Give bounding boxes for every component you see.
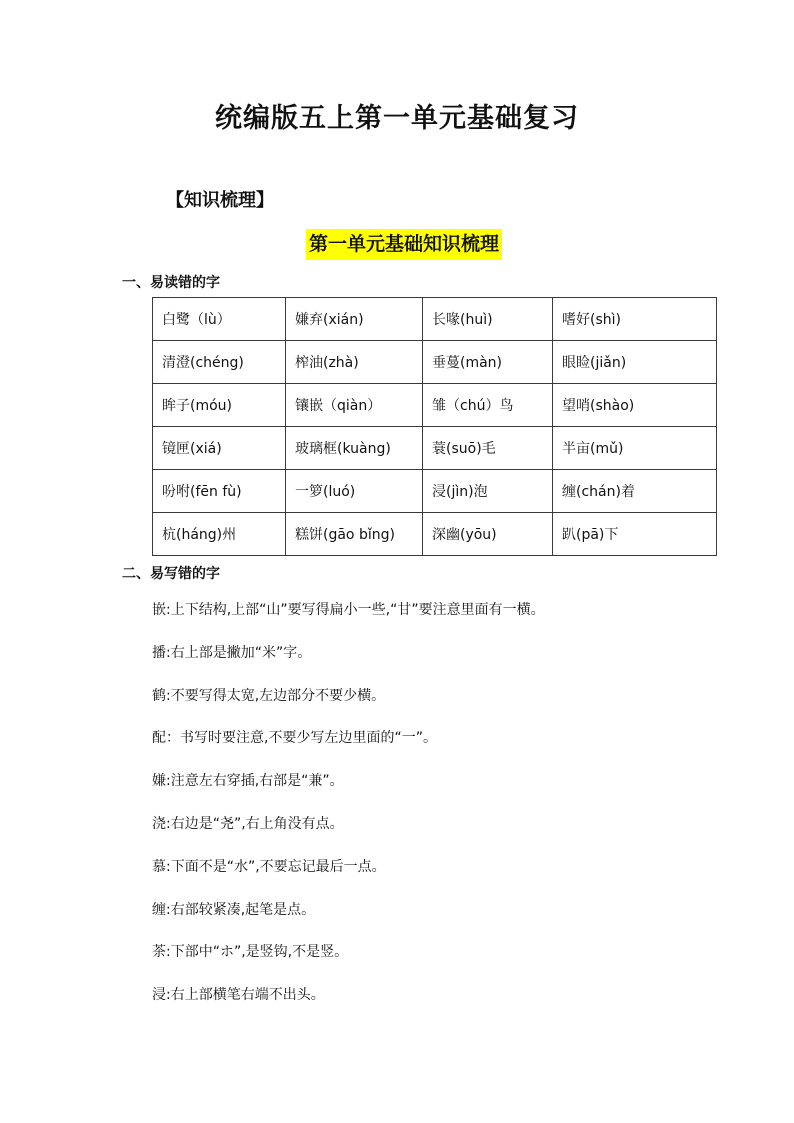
table-cell: 吩咐(fēn fù) — [153, 470, 286, 513]
list-item: 嫌:注意左右穿插,右部是“兼”。 — [152, 773, 344, 790]
table-cell: 杭(háng)州 — [153, 513, 286, 556]
table-row — [153, 427, 717, 470]
table-cell: 嗜好(shì) — [553, 298, 717, 341]
table-cell: 一箩(luó) — [286, 470, 423, 513]
knowledge-heading: 【知识梳理】 — [166, 190, 274, 211]
misread-characters-table — [152, 297, 717, 556]
table-cell: 糕饼(gāo bǐng) — [286, 513, 423, 556]
section-heading-miswritten: 二、易写错的字 — [122, 566, 220, 582]
table-cell: 眼睑(jiǎn) — [553, 341, 717, 384]
table-cell: 垂蔓(màn) — [423, 341, 553, 384]
list-item: 茶:下部中“ホ”,是竖钩,不是竖。 — [152, 944, 349, 961]
table-row — [153, 341, 717, 384]
list-item: 播:右上部是撇加“米”字。 — [152, 644, 312, 661]
list-item: 嵌:上下结构,上部“山”要写得扁小一些,“甘”要注意里面有一横。 — [152, 602, 545, 618]
table-cell: 长喙(huì) — [423, 298, 553, 341]
table-cell: 蓑(suō)毛 — [423, 427, 553, 470]
list-item: 配：书写时要注意,不要少写左边里面的“一”。 — [152, 730, 437, 747]
miswritten-characters-list — [152, 598, 545, 1026]
table-cell: 雏（chú）鸟 — [423, 384, 553, 427]
section-heading-misread: 一、易读错的字 — [122, 275, 220, 291]
table-cell: 白鹭（lù） — [153, 298, 286, 341]
list-item: 浸:右上部横笔右端不出头。 — [152, 987, 325, 1004]
table-cell: 缠(chán)着 — [553, 470, 717, 513]
table-row — [153, 384, 717, 427]
list-item: 慕:下面不是“水”,不要忘记最后一点。 — [152, 858, 386, 875]
table-cell: 清澄(chéng) — [153, 341, 286, 384]
list-item: 鹤:不要写得太宽,左边部分不要少横。 — [152, 687, 386, 704]
table-cell: 浸(jìn)泡 — [423, 470, 553, 513]
table-cell: 玻璃框(kuàng) — [286, 427, 423, 470]
table-cell: 镜匣(xiá) — [153, 427, 286, 470]
table-row — [153, 513, 717, 556]
table-cell: 镶嵌（qiàn） — [286, 384, 423, 427]
table-cell: 眸子(móu) — [153, 384, 286, 427]
table-row — [153, 298, 717, 341]
table-row — [153, 470, 717, 513]
table-cell: 半亩(mǔ) — [553, 427, 717, 470]
table-cell: 榨油(zhà) — [286, 341, 423, 384]
list-item: 缠:右部较紧凑,起笔是点。 — [152, 901, 316, 918]
unit-heading: 第一单元基础知识梳理 — [306, 229, 502, 260]
table-cell: 嫌弃(xián) — [286, 298, 423, 341]
list-item: 浇:右边是“尧”,右上角没有点。 — [152, 815, 344, 832]
document-title: 统编版五上第一单元基础复习 — [215, 103, 579, 134]
table-cell: 趴(pā)下 — [553, 513, 717, 556]
table-cell: 深幽(yōu) — [423, 513, 553, 556]
table-cell: 望哨(shào) — [553, 384, 717, 427]
